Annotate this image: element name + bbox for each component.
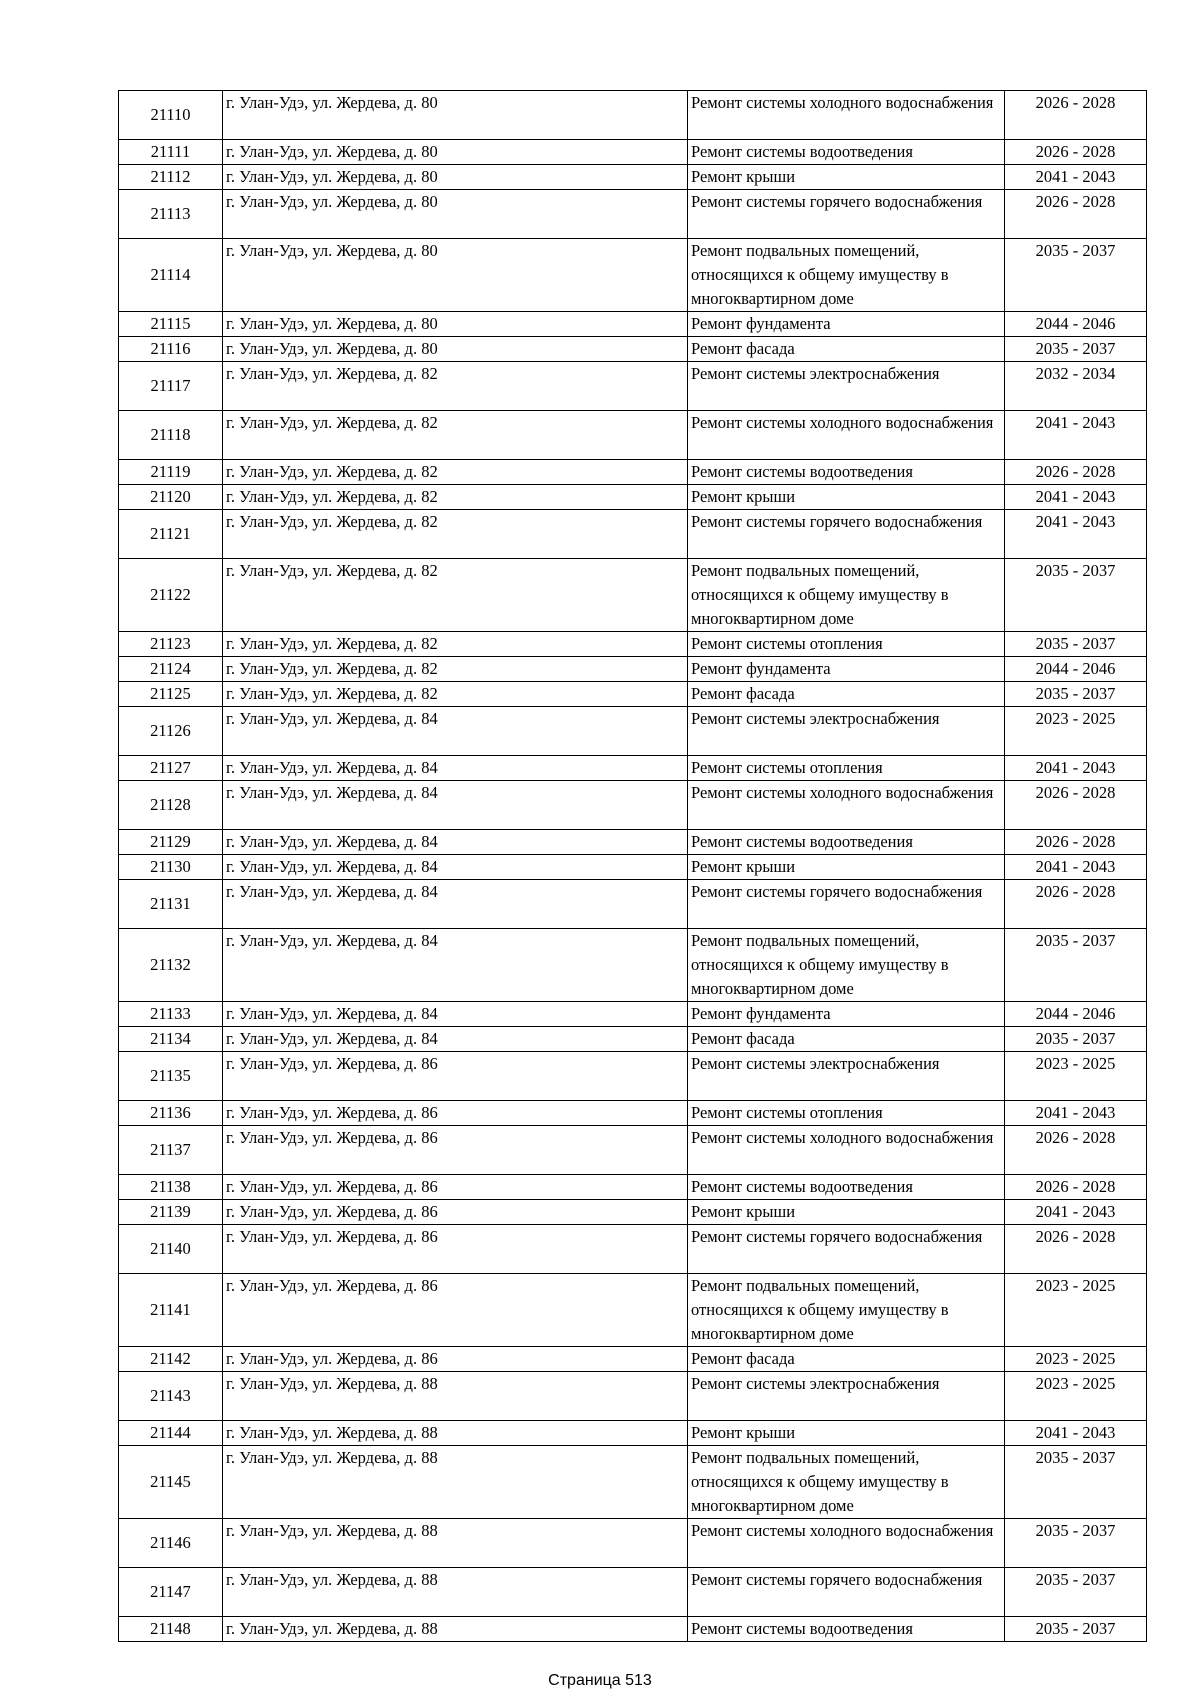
period-cell: 2035 - 2037 (1005, 337, 1147, 362)
address-cell: г. Улан-Удэ, ул. Жердева, д. 82 (223, 510, 688, 559)
table-row (119, 756, 1147, 781)
table-row (119, 559, 1147, 632)
table-row (119, 1101, 1147, 1126)
period-cell: 2041 - 2043 (1005, 485, 1147, 510)
period-cell: 2044 - 2046 (1005, 657, 1147, 682)
work-type-cell: Ремонт фундамента (688, 312, 1005, 337)
row-number-cell: 21147 (119, 1568, 223, 1617)
work-type-cell: Ремонт системы холодного водоснабжения (688, 781, 1005, 830)
address-cell: г. Улан-Удэ, ул. Жердева, д. 86 (223, 1175, 688, 1200)
period-cell: 2041 - 2043 (1005, 411, 1147, 460)
table-row (119, 140, 1147, 165)
table-row (119, 781, 1147, 830)
row-number-cell: 21117 (119, 362, 223, 411)
row-number-cell: 21124 (119, 657, 223, 682)
work-type-cell: Ремонт системы отопления (688, 1101, 1005, 1126)
period-cell: 2023 - 2025 (1005, 707, 1147, 756)
period-cell: 2026 - 2028 (1005, 1225, 1147, 1274)
table-row (119, 190, 1147, 239)
work-type-cell: Ремонт системы горячего водоснабжения (688, 1568, 1005, 1617)
work-type-cell: Ремонт системы горячего водоснабжения (688, 1225, 1005, 1274)
row-number-cell: 21138 (119, 1175, 223, 1200)
address-cell: г. Улан-Удэ, ул. Жердева, д. 82 (223, 411, 688, 460)
address-cell: г. Улан-Удэ, ул. Жердева, д. 82 (223, 632, 688, 657)
address-cell: г. Улан-Удэ, ул. Жердева, д. 84 (223, 1027, 688, 1052)
work-type-cell: Ремонт подвальных помещений, относящихся к общему имуществу в многоквартирном доме (688, 239, 1005, 312)
address-cell: г. Улан-Удэ, ул. Жердева, д. 80 (223, 165, 688, 190)
work-type-cell: Ремонт крыши (688, 1200, 1005, 1225)
work-type-cell: Ремонт подвальных помещений, относящихся к общему имуществу в многоквартирном доме (688, 559, 1005, 632)
address-cell: г. Улан-Удэ, ул. Жердева, д. 82 (223, 682, 688, 707)
address-cell: г. Улан-Удэ, ул. Жердева, д. 80 (223, 312, 688, 337)
row-number-cell: 21141 (119, 1274, 223, 1347)
period-cell: 2026 - 2028 (1005, 460, 1147, 485)
period-cell: 2035 - 2037 (1005, 239, 1147, 312)
row-number-cell: 21127 (119, 756, 223, 781)
address-cell: г. Улан-Удэ, ул. Жердева, д. 84 (223, 756, 688, 781)
period-cell: 2035 - 2037 (1005, 682, 1147, 707)
period-cell: 2035 - 2037 (1005, 1446, 1147, 1519)
work-type-cell: Ремонт системы холодного водоснабжения (688, 411, 1005, 460)
table-row (119, 165, 1147, 190)
row-number-cell: 21135 (119, 1052, 223, 1101)
work-type-cell: Ремонт крыши (688, 165, 1005, 190)
row-number-cell: 21130 (119, 855, 223, 880)
work-type-cell: Ремонт системы горячего водоснабжения (688, 880, 1005, 929)
period-cell: 2023 - 2025 (1005, 1052, 1147, 1101)
repair-schedule-table (118, 90, 1147, 1642)
row-number-cell: 21131 (119, 880, 223, 929)
address-cell: г. Улан-Удэ, ул. Жердева, д. 88 (223, 1446, 688, 1519)
table-row (119, 929, 1147, 1002)
table-row (119, 830, 1147, 855)
row-number-cell: 21123 (119, 632, 223, 657)
table-row (119, 707, 1147, 756)
period-cell: 2023 - 2025 (1005, 1347, 1147, 1372)
table-row (119, 1617, 1147, 1642)
work-type-cell: Ремонт системы отопления (688, 756, 1005, 781)
row-number-cell: 21128 (119, 781, 223, 830)
row-number-cell: 21119 (119, 460, 223, 485)
work-type-cell: Ремонт системы водоотведения (688, 460, 1005, 485)
table-row (119, 1225, 1147, 1274)
table-row (119, 460, 1147, 485)
period-cell: 2026 - 2028 (1005, 1175, 1147, 1200)
table-row (119, 1446, 1147, 1519)
table-row (119, 855, 1147, 880)
table-row (119, 362, 1147, 411)
address-cell: г. Улан-Удэ, ул. Жердева, д. 84 (223, 880, 688, 929)
address-cell: г. Улан-Удэ, ул. Жердева, д. 84 (223, 830, 688, 855)
work-type-cell: Ремонт крыши (688, 855, 1005, 880)
work-type-cell: Ремонт крыши (688, 485, 1005, 510)
address-cell: г. Улан-Удэ, ул. Жердева, д. 84 (223, 781, 688, 830)
row-number-cell: 21137 (119, 1126, 223, 1175)
work-type-cell: Ремонт крыши (688, 1421, 1005, 1446)
address-cell: г. Улан-Удэ, ул. Жердева, д. 86 (223, 1052, 688, 1101)
work-type-cell: Ремонт подвальных помещений, относящихся к общему имуществу в многоквартирном доме (688, 1274, 1005, 1347)
work-type-cell: Ремонт системы электроснабжения (688, 1372, 1005, 1421)
table-row (119, 411, 1147, 460)
period-cell: 2035 - 2037 (1005, 559, 1147, 632)
period-cell: 2041 - 2043 (1005, 1200, 1147, 1225)
address-cell: г. Улан-Удэ, ул. Жердева, д. 82 (223, 485, 688, 510)
period-cell: 2026 - 2028 (1005, 190, 1147, 239)
period-cell: 2044 - 2046 (1005, 312, 1147, 337)
period-cell: 2023 - 2025 (1005, 1372, 1147, 1421)
address-cell: г. Улан-Удэ, ул. Жердева, д. 88 (223, 1519, 688, 1568)
period-cell: 2044 - 2046 (1005, 1002, 1147, 1027)
address-cell: г. Улан-Удэ, ул. Жердева, д. 80 (223, 140, 688, 165)
table-row (119, 1274, 1147, 1347)
period-cell: 2035 - 2037 (1005, 1519, 1147, 1568)
row-number-cell: 21129 (119, 830, 223, 855)
row-number-cell: 21114 (119, 239, 223, 312)
work-type-cell: Ремонт фасада (688, 682, 1005, 707)
work-type-cell: Ремонт подвальных помещений, относящихся к общему имуществу в многоквартирном доме (688, 929, 1005, 1002)
row-number-cell: 21133 (119, 1002, 223, 1027)
period-cell: 2041 - 2043 (1005, 1101, 1147, 1126)
work-type-cell: Ремонт фундамента (688, 657, 1005, 682)
row-number-cell: 21118 (119, 411, 223, 460)
period-cell: 2032 - 2034 (1005, 362, 1147, 411)
row-number-cell: 21125 (119, 682, 223, 707)
table-row (119, 682, 1147, 707)
work-type-cell: Ремонт системы горячего водоснабжения (688, 510, 1005, 559)
work-type-cell: Ремонт фасада (688, 337, 1005, 362)
work-type-cell: Ремонт системы холодного водоснабжения (688, 91, 1005, 140)
row-number-cell: 21148 (119, 1617, 223, 1642)
row-number-cell: 21143 (119, 1372, 223, 1421)
address-cell: г. Улан-Удэ, ул. Жердева, д. 86 (223, 1126, 688, 1175)
period-cell: 2035 - 2037 (1005, 632, 1147, 657)
work-type-cell: Ремонт системы горячего водоснабжения (688, 190, 1005, 239)
address-cell: г. Улан-Удэ, ул. Жердева, д. 82 (223, 657, 688, 682)
address-cell: г. Улан-Удэ, ул. Жердева, д. 84 (223, 1002, 688, 1027)
row-number-cell: 21122 (119, 559, 223, 632)
work-type-cell: Ремонт фундамента (688, 1002, 1005, 1027)
address-cell: г. Улан-Удэ, ул. Жердева, д. 80 (223, 337, 688, 362)
work-type-cell: Ремонт системы холодного водоснабжения (688, 1519, 1005, 1568)
row-number-cell: 21142 (119, 1347, 223, 1372)
page-number: Страница 513 (548, 1672, 652, 1689)
address-cell: г. Улан-Удэ, ул. Жердева, д. 86 (223, 1347, 688, 1372)
address-cell: г. Улан-Удэ, ул. Жердева, д. 86 (223, 1200, 688, 1225)
table-row (119, 91, 1147, 140)
row-number-cell: 21110 (119, 91, 223, 140)
table-row (119, 510, 1147, 559)
address-cell: г. Улан-Удэ, ул. Жердева, д. 86 (223, 1101, 688, 1126)
table-body (119, 91, 1147, 1642)
period-cell: 2026 - 2028 (1005, 140, 1147, 165)
period-cell: 2035 - 2037 (1005, 929, 1147, 1002)
row-number-cell: 21115 (119, 312, 223, 337)
address-cell: г. Улан-Удэ, ул. Жердева, д. 84 (223, 929, 688, 1002)
table-row (119, 632, 1147, 657)
row-number-cell: 21120 (119, 485, 223, 510)
table-row (119, 1421, 1147, 1446)
row-number-cell: 21136 (119, 1101, 223, 1126)
address-cell: г. Улан-Удэ, ул. Жердева, д. 86 (223, 1225, 688, 1274)
period-cell: 2041 - 2043 (1005, 1421, 1147, 1446)
address-cell: г. Улан-Удэ, ул. Жердева, д. 82 (223, 362, 688, 411)
work-type-cell: Ремонт системы электроснабжения (688, 707, 1005, 756)
table-row (119, 337, 1147, 362)
work-type-cell: Ремонт системы отопления (688, 632, 1005, 657)
work-type-cell: Ремонт фасада (688, 1347, 1005, 1372)
period-cell: 2026 - 2028 (1005, 880, 1147, 929)
row-number-cell: 21121 (119, 510, 223, 559)
table-row (119, 1126, 1147, 1175)
period-cell: 2026 - 2028 (1005, 830, 1147, 855)
table-row (119, 312, 1147, 337)
row-number-cell: 21144 (119, 1421, 223, 1446)
row-number-cell: 21126 (119, 707, 223, 756)
table-row (119, 485, 1147, 510)
address-cell: г. Улан-Удэ, ул. Жердева, д. 82 (223, 559, 688, 632)
period-cell: 2035 - 2037 (1005, 1568, 1147, 1617)
table-row (119, 1347, 1147, 1372)
address-cell: г. Улан-Удэ, ул. Жердева, д. 88 (223, 1568, 688, 1617)
period-cell: 2026 - 2028 (1005, 91, 1147, 140)
period-cell: 2035 - 2037 (1005, 1027, 1147, 1052)
table-row (119, 1027, 1147, 1052)
row-number-cell: 21139 (119, 1200, 223, 1225)
table-row (119, 1175, 1147, 1200)
address-cell: г. Улан-Удэ, ул. Жердева, д. 84 (223, 855, 688, 880)
work-type-cell: Ремонт системы электроснабжения (688, 362, 1005, 411)
table-row (119, 1568, 1147, 1617)
work-type-cell: Ремонт системы водоотведения (688, 1175, 1005, 1200)
work-type-cell: Ремонт подвальных помещений, относящихся к общему имуществу в многоквартирном доме (688, 1446, 1005, 1519)
address-cell: г. Улан-Удэ, ул. Жердева, д. 88 (223, 1617, 688, 1642)
work-type-cell: Ремонт системы холодного водоснабжения (688, 1126, 1005, 1175)
address-cell: г. Улан-Удэ, ул. Жердева, д. 80 (223, 190, 688, 239)
period-cell: 2026 - 2028 (1005, 781, 1147, 830)
row-number-cell: 21134 (119, 1027, 223, 1052)
row-number-cell: 21140 (119, 1225, 223, 1274)
table-row (119, 880, 1147, 929)
address-cell: г. Улан-Удэ, ул. Жердева, д. 86 (223, 1274, 688, 1347)
table-row (119, 657, 1147, 682)
period-cell: 2041 - 2043 (1005, 756, 1147, 781)
work-type-cell: Ремонт системы водоотведения (688, 1617, 1005, 1642)
work-type-cell: Ремонт системы водоотведения (688, 140, 1005, 165)
row-number-cell: 21146 (119, 1519, 223, 1568)
row-number-cell: 21145 (119, 1446, 223, 1519)
table-row (119, 1519, 1147, 1568)
address-cell: г. Улан-Удэ, ул. Жердева, д. 82 (223, 460, 688, 485)
row-number-cell: 21116 (119, 337, 223, 362)
period-cell: 2035 - 2037 (1005, 1617, 1147, 1642)
period-cell: 2041 - 2043 (1005, 855, 1147, 880)
table-row (119, 1200, 1147, 1225)
address-cell: г. Улан-Удэ, ул. Жердева, д. 84 (223, 707, 688, 756)
row-number-cell: 21112 (119, 165, 223, 190)
row-number-cell: 21132 (119, 929, 223, 1002)
work-type-cell: Ремонт системы водоотведения (688, 830, 1005, 855)
work-type-cell: Ремонт системы электроснабжения (688, 1052, 1005, 1101)
row-number-cell: 21113 (119, 190, 223, 239)
work-type-cell: Ремонт фасада (688, 1027, 1005, 1052)
address-cell: г. Улан-Удэ, ул. Жердева, д. 80 (223, 91, 688, 140)
table-row (119, 1372, 1147, 1421)
period-cell: 2041 - 2043 (1005, 510, 1147, 559)
address-cell: г. Улан-Удэ, ул. Жердева, д. 88 (223, 1421, 688, 1446)
row-number-cell: 21111 (119, 140, 223, 165)
period-cell: 2023 - 2025 (1005, 1274, 1147, 1347)
table-row (119, 1052, 1147, 1101)
address-cell: г. Улан-Удэ, ул. Жердева, д. 80 (223, 239, 688, 312)
period-cell: 2041 - 2043 (1005, 165, 1147, 190)
table-row (119, 239, 1147, 312)
table-row (119, 1002, 1147, 1027)
address-cell: г. Улан-Удэ, ул. Жердева, д. 88 (223, 1372, 688, 1421)
period-cell: 2026 - 2028 (1005, 1126, 1147, 1175)
